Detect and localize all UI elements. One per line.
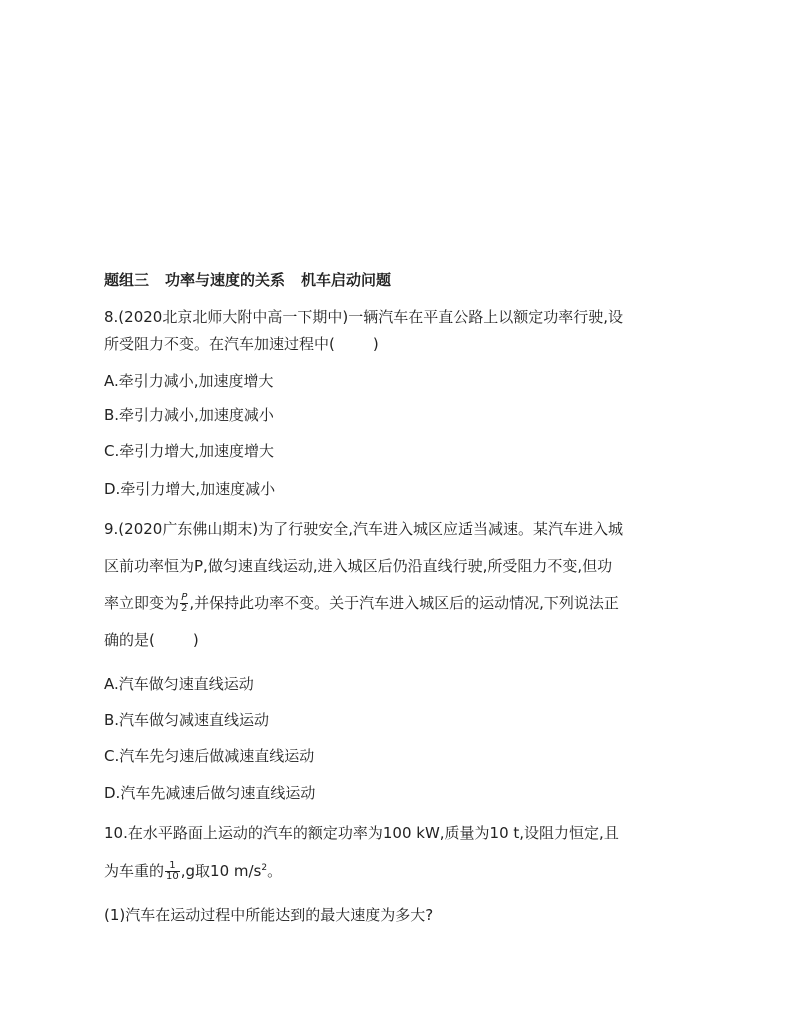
q9-fraction-numerator: P <box>181 592 188 603</box>
q9-option-b: B.汽车做匀减速直线运动 <box>104 711 270 729</box>
q10-stem-text-c: 。 <box>267 862 283 880</box>
q9-stem-text-a: 率立即变为 <box>104 594 180 612</box>
q10-stem-text-b: ,g取10 m/s <box>180 862 262 880</box>
group-prefix: 题组三 <box>104 271 150 289</box>
q10-exponent: 2 <box>261 863 268 873</box>
q10-fraction <box>165 861 180 882</box>
q9-stem-line4 <box>104 630 199 650</box>
q9-fraction-denominator: 2 <box>181 603 188 614</box>
q9-stem-text-c: 确的是( <box>104 631 155 649</box>
q10-fraction-numerator: 1 <box>165 861 180 872</box>
q9-fraction <box>180 593 188 614</box>
q8-stem-line2 <box>104 334 379 354</box>
q9-option-a: A.汽车做匀速直线运动 <box>104 675 254 693</box>
group-heading <box>104 270 391 290</box>
q9-stem-text-b: ,并保持此功率不变。关于汽车进入城区后的运动情况,下列说法正 <box>189 594 619 612</box>
q9-stem-line1: 9.(2020广东佛山期末)为了行驶安全,汽车进入城区应适当减速。某汽车进入城 <box>104 520 623 538</box>
q10-sub-question-1: (1)汽车在运动过程中所能达到的最大速度为多大? <box>104 906 434 924</box>
q9-stem-line3 <box>104 593 619 614</box>
q8-option-a: A.牵引力减小,加速度增大 <box>104 372 274 390</box>
q8-stem-text: 所受阻力不变。在汽车加速过程中( <box>104 335 335 353</box>
q9-paren-close: ) <box>192 631 199 649</box>
group-topic: 功率与速度的关系 <box>165 271 286 289</box>
group-subtopic: 机车启动问题 <box>301 271 392 289</box>
q8-option-c: C.牵引力增大,加速度增大 <box>104 442 275 460</box>
q8-stem-line1: 8.(2020北京北师大附中高一下期中)一辆汽车在平直公路上以额定功率行驶,设 <box>104 308 623 326</box>
q9-stem-line2: 区前功率恒为P,做匀速直线运动,进入城区后仍沿直线行驶,所受阻力不变,但功 <box>104 557 613 575</box>
q10-stem-text-a: 为车重的 <box>104 862 165 880</box>
q9-option-d: D.汽车先减速后做匀速直线运动 <box>104 784 316 802</box>
q10-fraction-denominator: 10 <box>166 871 179 882</box>
q9-option-c: C.汽车先匀速后做减速直线运动 <box>104 747 315 765</box>
q8-option-b: B.牵引力减小,加速度减小 <box>104 406 274 424</box>
q8-option-d: D.牵引力增大,加速度减小 <box>104 480 276 498</box>
q10-stem-line2 <box>104 858 282 882</box>
q10-stem-line1: 10.在水平路面上运动的汽车的额定功率为100 kW,质量为10 t,设阻力恒定,且 <box>104 824 619 842</box>
q8-paren-close: ) <box>372 335 379 353</box>
